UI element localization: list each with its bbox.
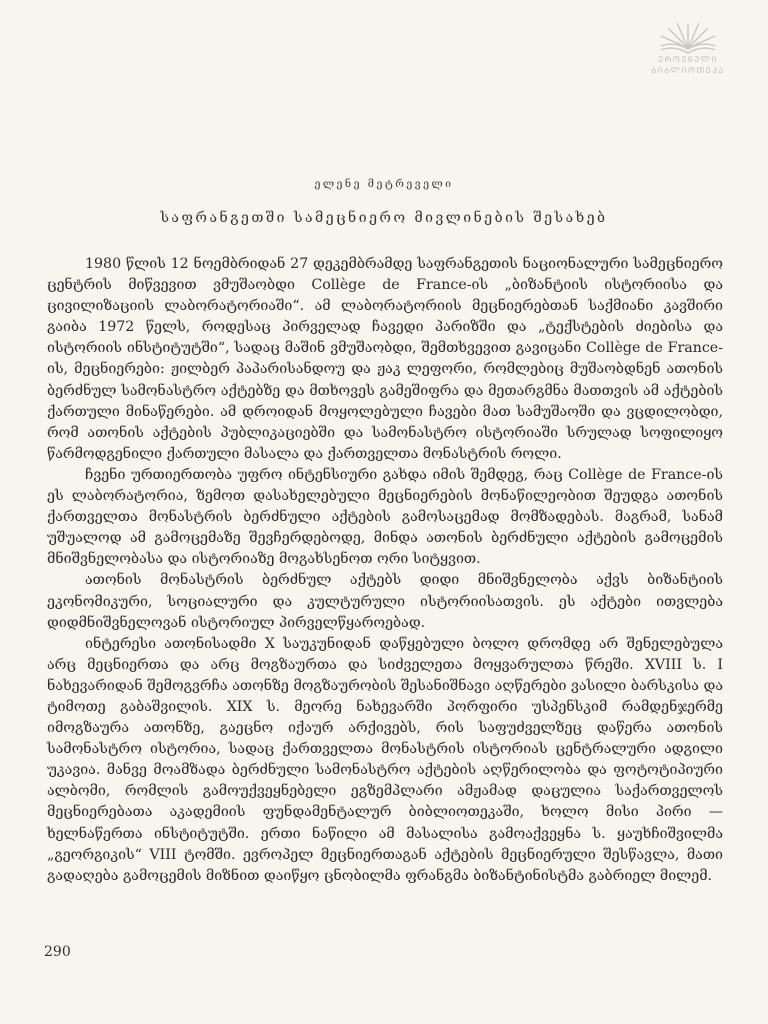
article-body	[47, 254, 723, 887]
paragraph-2: ჩვენი ურთიერთობა უფრო ინტენსიური გახდა იმის შემდეგ, რაც Collège de France-ის ეს ლაბორატორია, ზემოთ დასახელებული მეცნიერების მონაწილეობით შეუდგა ათონის ქართველთა მონასტრის ბერძნული აქტების გამოსაცემად მომზადებას. მაგრამ, სანამ უშუალოდ ამ გამოცემაზე შევჩერდებოდე, მინდა ათონის ბერძნული აქტების გამოცემის მნიშვნელობასა და ისტორიაზე მოგახსენოთ ორი სიტყვით.	[47, 466, 723, 568]
logo-text-line-1: ᲔᲠᲝᲕᲜᲣᲚᲘ	[658, 55, 718, 64]
logo-text-line-2: ᲑᲘᲑᲚᲘᲝᲗᲔᲙᲐ	[651, 66, 725, 75]
paragraph-3: ათონის მონასტრის ბერძნულ აქტებს დიდი მნიშვნელობა აქვს ბიზანტიის ეკონომიკური, სოციალური და კულტურული ისტორიისათვის. ეს აქტები ითვლება დიდმნიშვნელოვან ისტორიულ პირველწყაროებად.	[47, 572, 723, 631]
library-logo	[642, 18, 734, 76]
paragraph-1: 1980 წლის 12 ნოემბრიდან 27 დეკემბრამდე საფრანგეთის ნაციონალური სამეცნიერო ცენტრის მიწვევით ვმუშაობდი Collège de France-ის „ბიზანტიის ისტორიისა და ცივილიზაციის ლაბორატორიაში“. ამ ლაბორატორიის მეცნიერებთან საქმიანი კავშირი გაიბა 1972 წელს, როდესაც პირველად ჩავედი პარიზში და „ტექსტების ძიებისა და ისტორიის ინსტიტუტში“, სადაც მაშინ ვმუშაობდი, შემთხვევით გავიცანი Collège de France-ის, მეცნიერები: ჟილბერ პაპარისანდოუ და ჟაკ ლეფორი, რომლებიც მუშაობდნენ ათონის ბერძნულ სამონასტრო აქტებზე და მთხოვეს გამეშიფრა და მეთარგმნა მათთვის ამ აქტების ქართული მინაწერები. ამ დროიდან მოყოლებული ჩავები მათ სამუშაოში და ვცდილობდი, რომ ათონის აქტების პუბლიკაციებში და სამონასტრო ისტორიაში სრულად სოფილიყო წარმოდგენილი ქართული მასალა და ქართველთა მონასტრის როლი.	[47, 256, 723, 462]
article-author: ელენე მეტრეველი	[314, 178, 454, 190]
article-title: საფრანგეთში სამეცნიერო მივლინების შესახებ	[160, 210, 608, 226]
open-book-icon	[657, 18, 719, 54]
paragraph-4: ინტერესი ათონისადმი X საუკუნიდან დაწყებული ბოლო დრომდე არ შენელებულა არც მეცნიერთა და არც მოგზაურთა და სიძველეთა მოყვარულთა წრეში. XVIII ს. I ნახევარიდან შემოგვრჩა ათონზე მოგზაურობის შესანიშნავი აღწერები ვასილი ბარსკისა და ტიმოთე გაბაშვილის. XIX ს. მეორე ნახევარში პორფირი უსპენსკიმ რამდენჯერმე იმოგზაურა ათონზე, გაეცნო იქაურ არქივებს, რის საფუძველზეც დაწერა ათონის სამონასტრო ისტორია, სადაც ქართველთა მონასტრის ისტორიას ცენტრალური ადგილი უკავია. მანვე მოამზადა ბერძნული სამონასტრო აქტების აღწერილობა და ფოტოტიპიური ალბომი, რომლის გამოუქვეყნებელი ეგზემპლარი ამჟამად დაცულია საქართველოს მეცნიერებათა აკადემიის ფუნდამენტალურ ბიბლიოთეკაში, ხოლო მისი პირი — ხელნაწერთა ინსტიტუტში. ერთი ნაწილი ამ მასალისა გამოაქვეყნა ს. ყაუხჩიშვილმა „გეორგიკის“ VIII ტომში. ევროპელ მეცნიერთაგან აქტების მეცნიერული შესწავლა, მათი გადაღება გამოცემის მიზნით დაიწყო ცნობილმა ფრანგმა ბიზანტინისტმა გაბრიელ მილემ.	[47, 635, 723, 884]
page-number: 290	[44, 944, 71, 960]
